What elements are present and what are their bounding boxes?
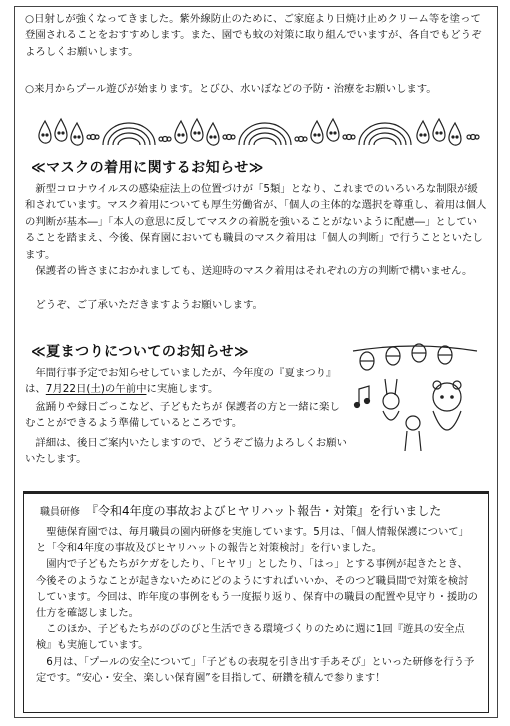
mask-heading: ≪マスクの着用に関するお知らせ≫ xyxy=(31,160,264,176)
raindrop-icon xyxy=(39,121,51,143)
sunscreen-notice: ○日射しが強くなってきました。紫外線防止のために、ご家庭より日焼け止めクリーム等を塗って登園されることをおすすめします。また、園でも蚊の対策に取り組んでいますが、各自でもどうぞよろしくお願いします。 xyxy=(25,13,482,58)
flower-icon xyxy=(87,135,99,140)
mask-paragraph-2: 保護者の皆さまにおかれましても、送迎時のマスク着用はそれぞれの方の判断で構いません。 xyxy=(35,265,473,277)
training-paragraph-2: 園内で子どもたちがケガをしたり、「ヒヤリ」としたり、「はっ」とする事例が起きたとき、今後そのようなことが起きないためにどのようにすればいいか、そのつど職員間で対策を検討しています。今回は、昨年度の事例をもう一度振り返り、保育中の職員の配置や見守り・援助の仕方を確認しました。 xyxy=(36,558,478,620)
summer-intro-end: に実施します。 xyxy=(146,383,219,396)
raindrop-icon xyxy=(327,119,339,141)
rainbow-icon xyxy=(103,123,155,145)
newsletter-page xyxy=(14,6,498,718)
staff-training-body xyxy=(36,524,478,686)
flower-icon xyxy=(223,135,235,140)
mask-paragraph-3: どうぞ、ご了承いただきますようお願いします。 xyxy=(35,299,263,311)
training-paragraph-3: このほか、子どもたちがのびのびと生活できる環境づくりのために週に1回『遊具の安全点検』も実施しています。 xyxy=(36,623,465,652)
bear-icon xyxy=(433,381,461,430)
raindrop-icon xyxy=(71,123,83,145)
lantern-icon xyxy=(438,346,452,364)
child-icon xyxy=(405,416,421,451)
raindrop-icon xyxy=(175,121,187,143)
raindrop-icon xyxy=(191,119,203,141)
raindrop-icon xyxy=(417,121,429,143)
rain-rainbow-border xyxy=(31,115,483,149)
festival-date: 7月22日(土)の午前中 xyxy=(45,383,147,396)
lantern-icon xyxy=(412,344,426,362)
summer-festival-paragraph-3: 詳細は、後日ご案内いたしますので、どうぞご協力よろしくお願いいたします。 xyxy=(25,437,347,466)
summer-intro-text: 年間行事予定でお知らせしていましたが、今年度の『夏まつり』は、 xyxy=(25,367,337,396)
mask-paragraph-1: 新型コロナウイルスの感染症法上の位置づけが「5類」となり、これまでのいろいろな制限が緩和されています。マスク着用についても厚生労働省が、「個人の主体的な選択を尊重し、着用は個人の判断が基本―」「本人の意思に反してマスクの着脱を強いることがないように配慮―」としていることを踏まえ、今後、保育園においても職員のマスク着用は「個人の判断」で行うことといたします。 xyxy=(25,183,487,261)
rabbit-icon xyxy=(383,379,399,420)
raindrop-icon xyxy=(433,119,445,141)
rainbow-icon xyxy=(359,123,411,145)
raindrop-icon xyxy=(207,123,219,145)
lantern-icon xyxy=(386,347,400,365)
summer-festival-heading: ≪夏まつりについてのお知らせ≫ xyxy=(31,344,250,360)
flower-icon xyxy=(295,137,307,142)
raindrop-icon xyxy=(55,119,67,141)
summer-festival-illustration xyxy=(349,339,481,459)
staff-training-heading: 『令和4年度の事故およびヒヤリハット報告・対策』を行いました xyxy=(86,504,442,518)
lantern-icon xyxy=(360,352,374,370)
staff-training-tag: 職員研修 xyxy=(40,507,80,518)
training-paragraph-4: 6月は、「プールの安全について」「子どもの表現を引き出す手あそび」といった研修を行う予定です。“安心・安全、楽しい保育園”を目指して、研鑽を積んで参ります！ xyxy=(36,655,475,684)
raindrop-icon xyxy=(311,121,323,143)
summer-festival-paragraph-1 xyxy=(25,365,347,398)
music-note-icon xyxy=(355,386,370,408)
staff-training-box xyxy=(23,491,489,713)
flower-icon xyxy=(467,135,479,140)
flower-icon xyxy=(343,135,355,140)
flower-icon xyxy=(159,137,171,142)
staff-training-title xyxy=(40,502,441,519)
rainbow-icon xyxy=(239,123,291,145)
raindrop-icon xyxy=(449,123,461,145)
summer-festival-paragraph-2: 盆踊りや縁日ごっこなど、子どもたちが 保護者の方と一緒に楽しむことができるよう準備しているところです。 xyxy=(25,401,340,430)
pool-notice: ○来月からプール遊びが始まります。とびひ、水いぼなどの予防・治療をお願いします。 xyxy=(25,83,437,95)
training-paragraph-1: 聖徳保育園では、毎月職員の園内研修を実施しています。5月は、「個人情報保護について」と「令和4年度の事故及びヒヤリハットの報告と対策検討」を行いました。 xyxy=(36,526,469,555)
